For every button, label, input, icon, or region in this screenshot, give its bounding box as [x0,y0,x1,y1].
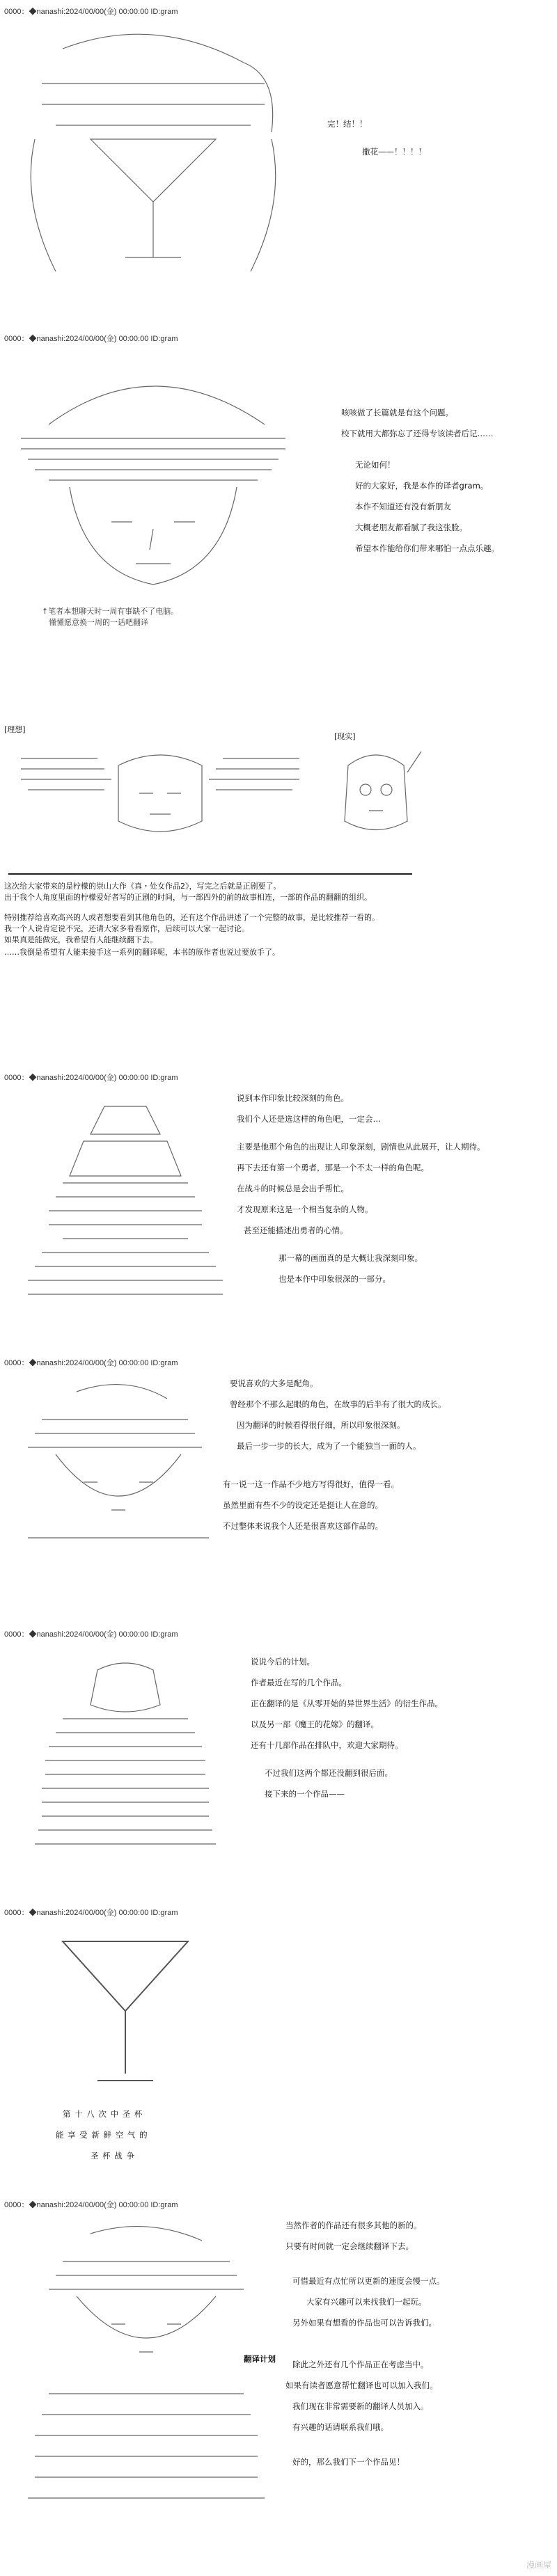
divider [8,873,412,875]
paragraph: 出于我个人角度里面的柠檬爱好者写的正剧的时间，与一部四外的前的故事相连，一部的作品的翻翻的组织。 [4,893,372,902]
aa-illustration-head [7,362,299,591]
post-line: 在战斗的时候总是会出手帮忙。 [237,1184,349,1193]
post-line: 也是本作中印象很深的一部分。 [278,1274,391,1284]
post-line: 另外如果有想看的作品也可以告诉我们。 [292,2318,437,2328]
post-line: 无论如何！ [355,460,395,470]
post-header: 0000：◆nanashi:2024/00/00(金) 00:00:00 ID:gram [4,335,178,343]
post-line: 好的，那么我们下一个作品见！ [292,2457,405,2467]
post-line: 我们个人还是选这样的角色吧，一定会… [237,1114,381,1124]
aa-illustration-girl [14,1378,223,1559]
cup-caption: 能 享 受 新 鲜 空 气 的 [56,2130,148,2140]
aa-illustration-seated-figure [21,2220,272,2519]
aa-illustration-knight [21,1092,230,1315]
post-line: 最后一步一步的长大，成为了一个能独当一面的人。 [237,1441,421,1451]
post-line: 不过整体来说我个人还是很喜欢这部作品的。 [223,1521,383,1531]
label-reality: [现实] [334,732,356,741]
post-line: 曾经那个不那么起眼的角色，在故事的后半有了很大的成长。 [230,1399,446,1409]
post-line: 完！结！！ [327,119,368,129]
aside-note: ↑笔者本想聊天时一周有事缺不了电脑。 [42,607,179,616]
post-header: 0000：◆nanashi:2024/00/00(金) 00:00:00 ID:gram [4,8,178,16]
post-header: 0000：◆nanashi:2024/00/00(金) 00:00:00 ID:gram [4,1909,178,1917]
paragraph: ……我倒是希望有人能来接手这一系列的翻译呢，本书的原作者也说过要放手了。 [4,948,280,957]
plan-label: 翻译计划 [244,2354,276,2364]
post-line: 作者最近在写的几个作品。 [251,1678,347,1687]
post-line: 咳咳做了长篇就是有这个问题。 [341,408,453,418]
aside-note: 懂懂愿意换一周的一话吧翻译 [49,618,148,627]
post-line: 大概老朋友都看腻了我这张脸。 [355,523,467,532]
paragraph: 如果真是能做完，我希望有人能继续翻下去。 [4,935,157,944]
post-line: 撒花——！！！！ [362,147,426,157]
paragraph: 这次给大家带来的是柠檬的崇山大作《真・处女作品2》，写完之后就是正剧要了。 [4,882,281,891]
post-header: 0000：◆nanashi:2024/00/00(金) 00:00:00 ID:gram [4,1074,178,1082]
post-1 [0,0,557,327]
label-ideal: [理想] [4,725,26,734]
paragraph: 我一个人说肯定说不完，还请大家多看看原作，后续可以大家一起讨论。 [4,924,249,933]
aa-illustration-toast [14,21,292,299]
post-line: 接下来的一个作品—— [265,1789,345,1799]
post-line: 校下就用大都弥忘了还得专该读者后记…… [341,429,494,438]
post-line: 要说喜欢的大多是配角。 [230,1378,318,1388]
post-line: 当然作者的作品还有很多其他的新的。 [285,2220,422,2230]
post-line: 主要是他那个角色的出现让人印象深刻，剧情也从此展开，让人期待。 [237,1142,485,1152]
post-line: 才发现原来这是一个相当复杂的人物。 [237,1204,373,1214]
post-line: 我们现在非常需要新的翻译人员加入。 [292,2401,429,2411]
post-line: 如果有读者愿意帮忙翻译也可以加入我们。 [285,2380,438,2390]
post-line: 说到本作印象比较深刻的角色。 [237,1093,349,1103]
post-line: 因为翻译的时候看得很仔细，所以印象很深刻。 [237,1420,405,1430]
post-header: 0000：◆nanashi:2024/00/00(金) 00:00:00 ID:gram [4,1630,178,1639]
post-line: 大家有兴趣可以来找我们一起玩。 [306,2297,427,2307]
post-2 [0,327,557,654]
post-line: 希望本作能给你们带来哪怕一点点乐趣。 [355,543,499,553]
aa-illustration-robed-figure [21,1656,230,1865]
post-line: 再下去还有第一个勇者，那是一个不太一样的角色呢。 [237,1163,429,1172]
post-line: 说说今后的计划。 [251,1657,315,1667]
aa-illustration-reality [327,745,425,842]
post-line: 有兴趣的话请联系我们哦。 [292,2422,389,2432]
post-line: 正在翻译的是《从零开始的异世界生活》的衍生作品。 [251,1699,443,1708]
post-line: 以及另一部《魔王的花嫁》的翻译。 [251,1719,379,1729]
post-line: 只要有时间就一定会继续翻译下去。 [285,2241,414,2251]
cup-caption: 第 十 八 次 中 圣 杯 [63,2109,143,2119]
post-4 [0,1072,557,1378]
post-5 [0,1357,557,1635]
post-7 [0,1907,557,2199]
post-line: 不过我们这两个都还没翻到很后面。 [265,1768,393,1778]
post-header: 0000：◆nanashi:2024/00/00(金) 00:00:00 ID:gram [4,1359,178,1367]
post-line: 好的大家好，我是本作的译者gram。 [355,481,489,491]
post-3 [0,654,557,1002]
post-line: 那一幕的画面真的是大概让我深刻印象。 [278,1253,423,1263]
post-line: 有一说一这一作品不少地方写得很好，值得一看。 [223,1479,399,1489]
post-line: 本作不知道还有没有新朋友 [355,502,451,511]
paragraph: 特别推荐给喜欢高兴的人或者想要看到其他角色的，还有这个作品讲述了一个完整的故事，是比较推荐一看的。 [4,913,379,922]
post-8 [0,2199,557,2575]
cup-caption: 圣 杯 战 争 [91,2151,135,2161]
aa-illustration-ideal [14,745,306,849]
watermark: 漫画屋 [526,2560,551,2570]
post-line: 甚至还能描述出勇者的心情。 [244,1225,348,1235]
post-line: 可惜最近有点忙所以更新的速度会慢一点。 [292,2276,445,2286]
post-header: 0000：◆nanashi:2024/00/00(金) 00:00:00 ID:gram [4,2201,178,2209]
grail-cup-icon [49,1934,202,2094]
post-line: 除此之外还有几个作品正在考虑当中。 [292,2360,429,2369]
post-line: 还有十几部作品在排队中，欢迎大家期待。 [251,1740,403,1750]
post-line: 虽然里面有些不少的设定还是挺让人在意的。 [223,1500,383,1510]
post-6 [0,1628,557,1907]
